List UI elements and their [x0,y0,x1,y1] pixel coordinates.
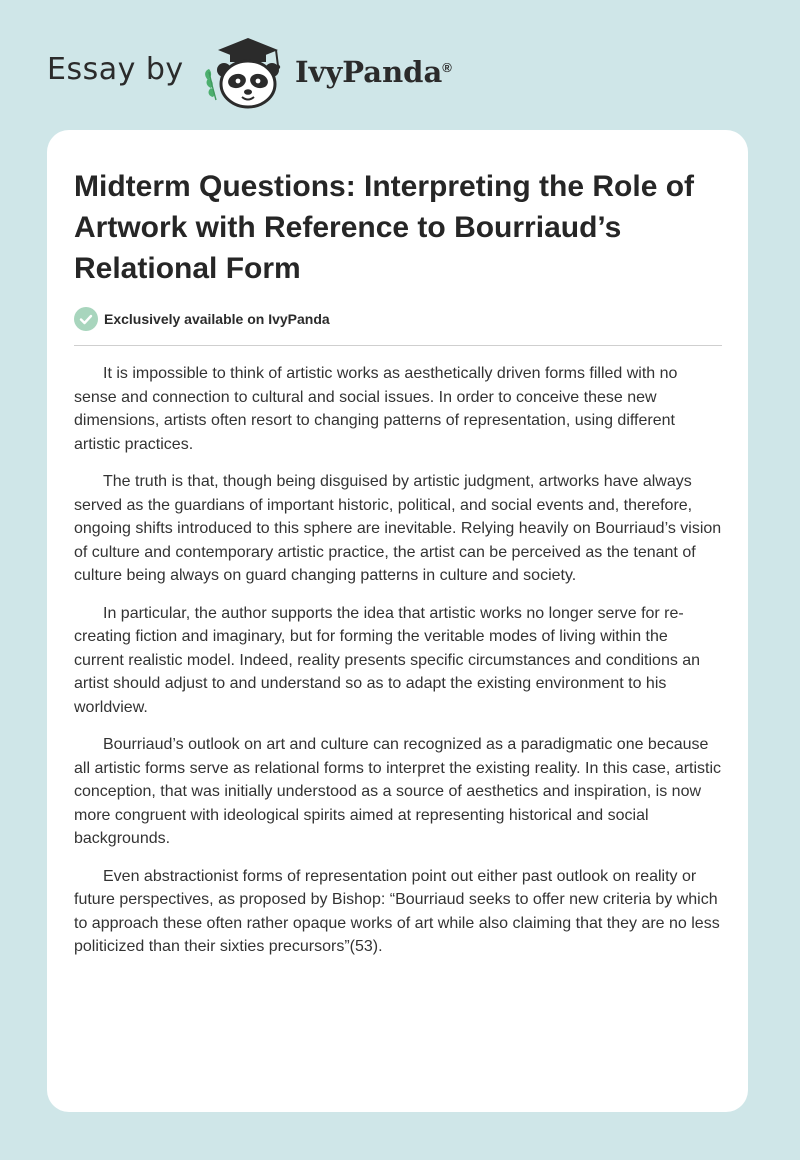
registered-mark: ® [442,60,452,75]
article-body [74,362,722,973]
essay-by-label: Essay by [47,52,184,87]
exclusive-badge-label: Exclusively available on IvyPanda [104,311,330,327]
page-title: Midterm Questions: Interpreting the Role of Artwork with Reference to Bourriaud’s Relational Form [74,170,695,285]
paragraph-5: Even abstractionist forms of representation point out either past outlook on reality or future perspectives, as proposed by Bishop: “Bourriaud seeks to offer new criteria by which to approach these often rather opaque works of art while also claiming that they are no less politicized than their sixties precursors”(53). [74,867,720,955]
check-circle-icon [74,307,98,331]
paragraph-3: In particular, the author supports the idea that artistic works no longer serve for re-creating fiction and imaginary, but for forming the veritable modes of living within the current realistic model. Indeed, reality presents specific circumstances and conditions an artist should adjust to and understand so as to adapt the existing environment to his worldview. [74,604,701,716]
panda-logo-icon[interactable] [200,36,290,110]
brand-name[interactable] [295,52,452,92]
divider [74,345,722,346]
site-header [0,0,800,130]
paragraph-2: The truth is that, though being disguised by artistic judgment, artworks have always served as the guardians of important historic, political, and social events and, therefore, ongoing shifts introduced to this sphere are inevitable. Relying heavily on Bourriaud’s vision of culture and contemporary artistic practice, the artist can be perceived as the tenant of culture being always on guard changing patterns in culture and society. [74,473,722,584]
paragraph-4: Bourriaud’s outlook on art and culture can recognized as a paradigmatic one because all artistic forms serve as relational forms to interpret the existing reality. In this case, artistic conception, that was initially understood as a source of aesthetics and inspiration, is now more congruent with ideological spirits aimed at representing historical and social backgrounds. [74,736,722,847]
exclusive-badge [74,306,330,332]
paragraph-1: It is impossible to think of artistic works as aesthetically driven forms filled with no sense and connection to cultural and social issues. In order to conceive these new dimensions, artists often resort to changing patterns of representation, using different artistic practices. [74,365,678,453]
article-card [47,130,748,1112]
ivy-leaf-icon [205,69,216,100]
brand-name-text: IvyPanda [295,55,443,89]
